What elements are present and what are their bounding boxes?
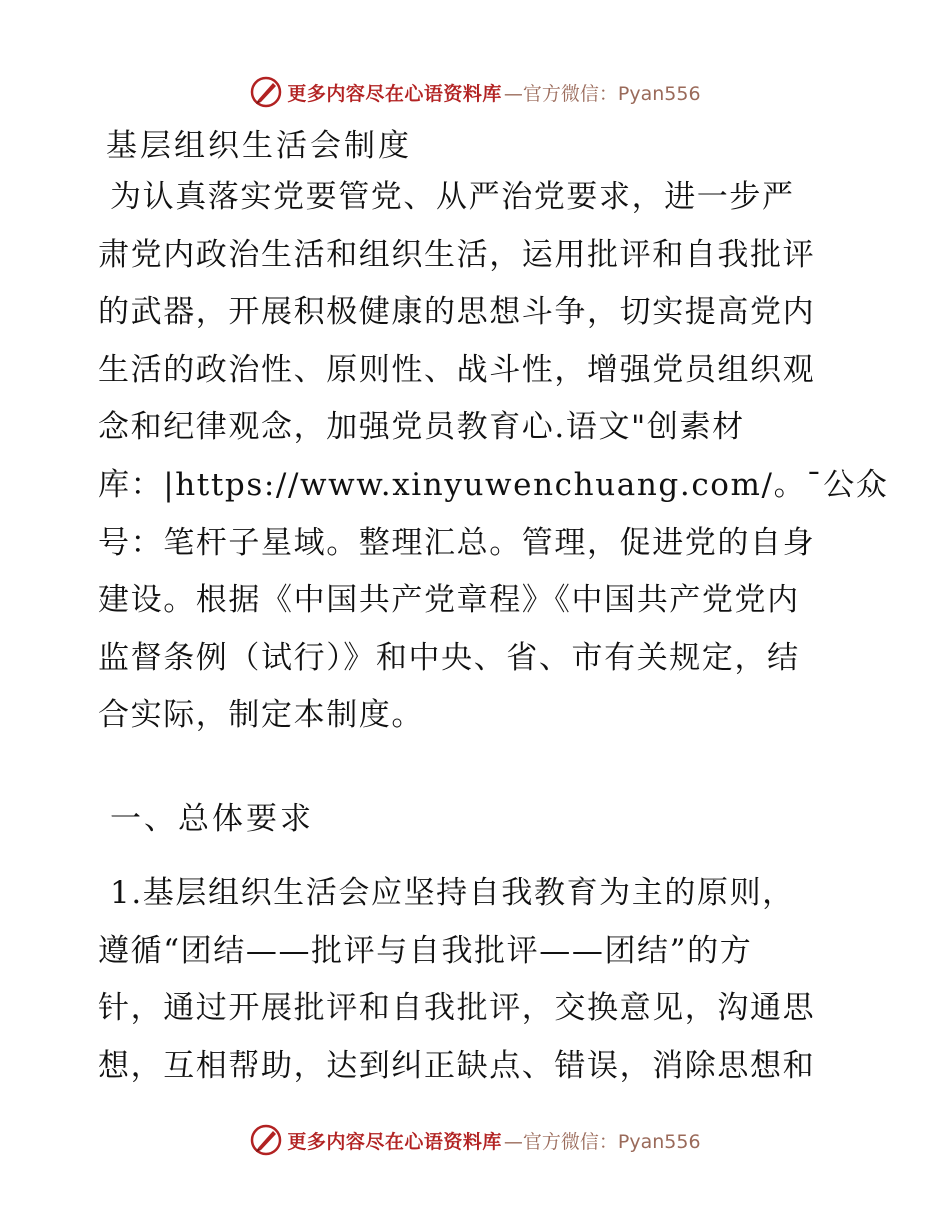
banner-main-text: 更多内容尽在心语资料库 — [287, 1130, 502, 1153]
paragraph-line: 为认真落实党要管党、从严治党要求，进一步严 — [110, 179, 795, 215]
paragraph-line: 号：笔杆子星域。整理汇总。管理，促进党的自身 — [98, 524, 816, 561]
paragraph-line: 生活的政治性、原则性、战斗性，增强党员组织观 — [98, 351, 816, 388]
paragraph-line: 建设。根据《中国共产党章程》《中国共产党党内 — [98, 582, 800, 619]
paragraph-line: 念和纪律观念，加强党员教育心.语文"创素材 — [98, 409, 745, 446]
header-watermark-banner — [0, 72, 950, 112]
banner-wechat-text: —官方微信：Pyan556 — [503, 1130, 701, 1153]
paragraph-line: 库：|https://www.xinyuwenchuang.com/。¯公众 — [98, 466, 889, 503]
paragraph-line: 合实际，制定本制度。 — [98, 697, 424, 734]
item-1-paragraph — [98, 865, 858, 1095]
paragraph-line: 1.基层组织生活会应坚持自我教育为主的原则， — [110, 875, 795, 911]
document-title: 基层组织生活会制度 — [106, 128, 412, 164]
paragraph-line: 遵循“团结——批评与自我批评——团结”的方 — [98, 932, 753, 969]
footer-watermark-banner — [0, 1120, 950, 1160]
paragraph-line: 想，互相帮助，达到纠正缺点、错误，消除思想和 — [98, 1047, 816, 1084]
paragraph-line: 监督条例（试行）》和中央、省、市有关规定，结 — [98, 639, 800, 676]
banner-wechat-text: —官方微信：Pyan556 — [503, 82, 701, 105]
intro-paragraph — [98, 169, 889, 745]
paragraph-line: 针，通过开展批评和自我批评，交换意见，沟通思 — [98, 990, 816, 1027]
quill-pen-logo-icon — [249, 1123, 283, 1157]
paragraph-line: 肃党内政治生活和组织生活，运用批评和自我批评 — [98, 236, 816, 273]
section-heading: 一、总体要求 — [110, 801, 314, 837]
banner-main-text: 更多内容尽在心语资料库 — [287, 82, 502, 105]
paragraph-line: 的武器，开展积极健康的思想斗争，切实提高党内 — [98, 294, 816, 331]
quill-pen-logo-icon — [249, 75, 283, 109]
